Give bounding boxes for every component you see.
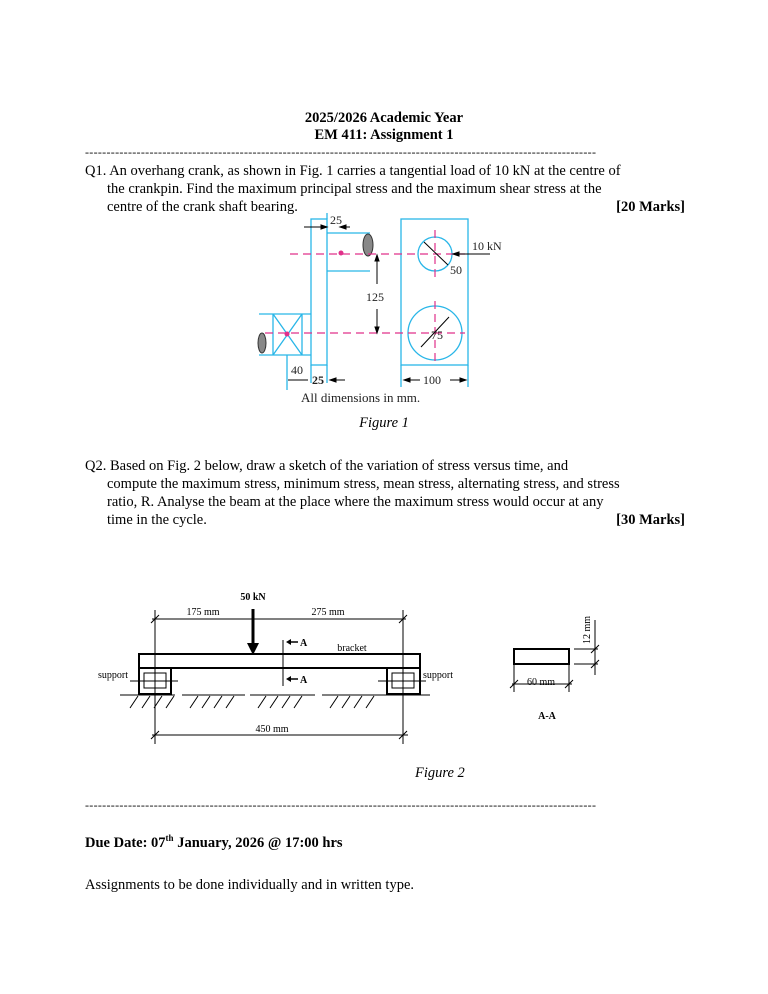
assignment-title: EM 411: Assignment 1 [314,127,454,143]
separator-bottom: ----------------------------------------------------------------------------------------------------------------------- [85,798,597,812]
dim-450mm: 450 mm [255,724,289,735]
dim-12mm: 12 mm [582,615,593,645]
separator-top: ----------------------------------------------------------------------------------------------------------------------- [85,145,597,159]
section-a-bottom: A [300,675,308,686]
section-aa-label: A-A [538,711,556,722]
q1-text: the crankpin. Find the maximum principal stress and the maximum shear stress at the [107,181,602,197]
dim-50: 50 [450,263,462,277]
due-date-text: Due Date: 07 [85,834,166,851]
dim-25-bottom: 25 [312,373,324,387]
figure-2-caption: Figure 2 [415,765,465,781]
q2-marks: [30 Marks] [616,512,685,528]
figure-1-caption: Figure 1 [359,415,409,431]
dim-100: 100 [423,373,441,387]
due-date-suffix: th [165,833,174,843]
q2-text: time in the cycle. [107,512,207,528]
load-10kn-label: 10 kN [472,239,502,253]
q2-text: compute the maximum stress, minimum stress, mean stress, alternating stress, and stress [107,476,620,492]
figure-1-crank-diagram [250,205,530,415]
q1-marks: [20 Marks] [616,199,685,215]
figure-2-beam-diagram [90,580,750,750]
q1-number: Q1. [85,163,107,179]
dim-40: 40 [291,363,303,377]
dim-175mm: 175 mm [186,607,220,618]
bracket-label: bracket [337,643,367,654]
dim-75: 75 [431,328,443,342]
academic-year: 2025/2026 Academic Year [304,110,464,126]
dim-275mm: 275 mm [311,607,345,618]
due-date-text: January, 2026 @ 17:00 hrs [173,834,343,851]
q2-text: Based on Fig. 2 below, draw a sketch of the variation of stress versus time, and [109,458,569,474]
assignment-note: Assignments to be done individually and in written type. [85,877,415,893]
due-date [85,833,343,852]
question-2 [85,457,685,529]
dim-125: 125 [366,290,384,304]
section-a-top: A [300,638,308,649]
dim-25-top: 25 [330,213,342,227]
q2-number: Q2. [85,458,107,474]
support-right-label: support [423,670,453,681]
load-50kn-label: 50 kN [240,592,266,603]
q1-text: An overhang crank, as shown in Fig. 1 carries a tangential load of 10 kN at the centre of [109,163,621,179]
support-left-label: support [98,670,128,681]
dim-60mm: 60 mm [526,677,556,688]
dimensions-note: All dimensions in mm. [301,390,421,405]
q1-text: centre of the crank shaft bearing. [107,199,298,215]
q2-text: ratio, R. Analyse the beam at the place where the maximum stress would occur at any [107,494,604,510]
